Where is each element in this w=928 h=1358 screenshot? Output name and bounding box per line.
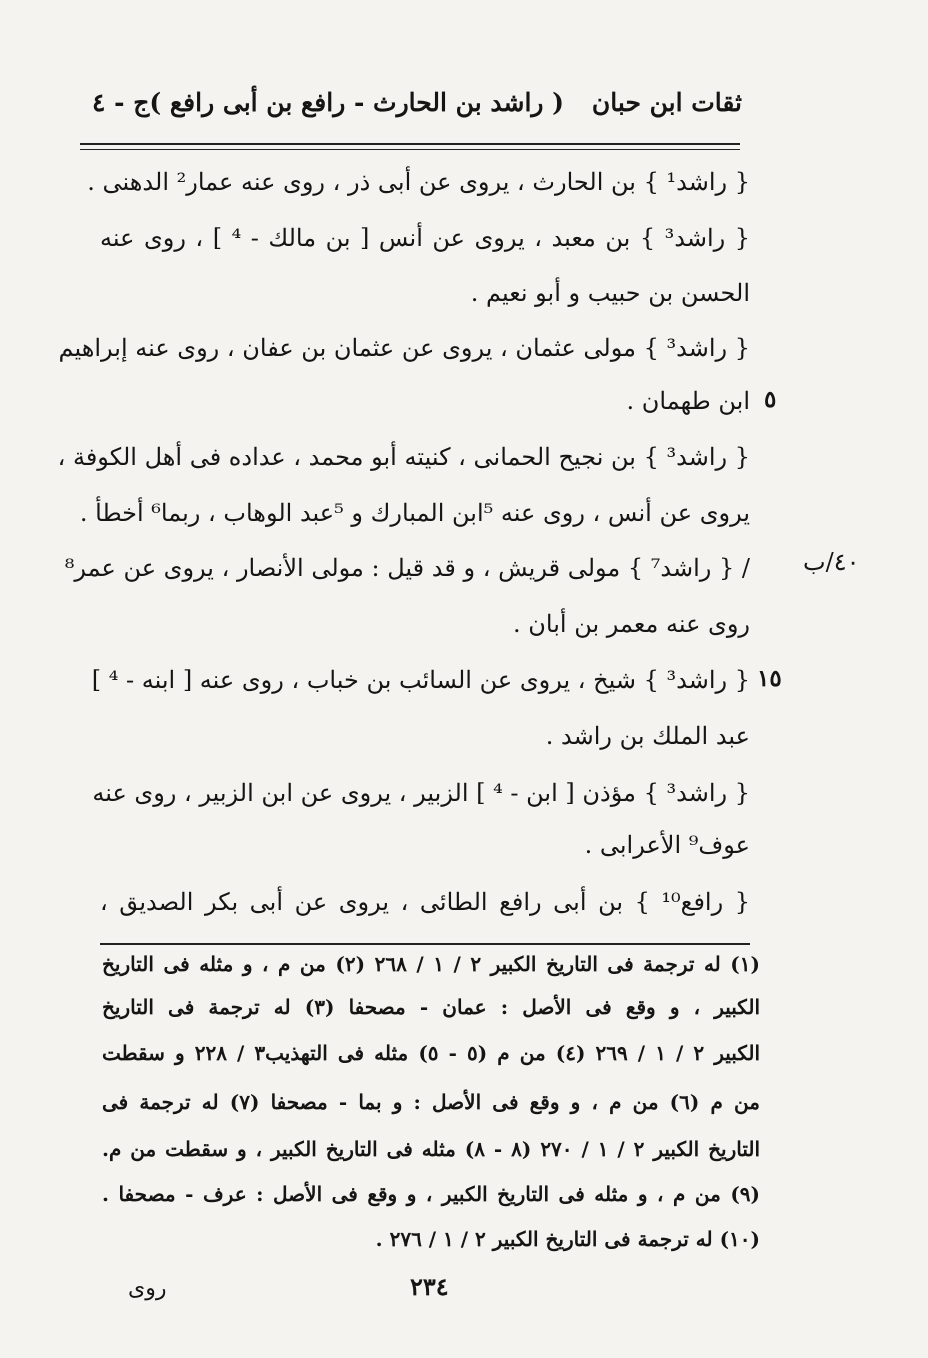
line-marker-15: ١٥ bbox=[757, 665, 782, 692]
footnote-line: (١) له ترجمة فى التاريخ الكبير ٢ / ١ / ٢٦٨ (٢) من م ، و مثله فى التاريخ bbox=[102, 952, 760, 976]
text-line: ابن طهمان . bbox=[626, 387, 750, 415]
text-line: { راشد³ } بن معبد ، يروى عن أنس [ بن مالك - ⁴ ] ، روى عنه bbox=[100, 224, 750, 252]
entries-range: ( راشد بن الحارث - رافع بن أبى رافع ) bbox=[149, 88, 564, 117]
margin-folio-note: ٤٠/ب bbox=[803, 548, 860, 576]
text-line: { راشد³ } شيخ ، يروى عن السائب بن خباب ، روى عنه [ ابنه - ⁴ ] bbox=[91, 666, 750, 694]
line-marker-5: ٥ bbox=[764, 386, 777, 413]
header-rule bbox=[80, 143, 740, 145]
text-line: يروى عن أنس ، روى عنه ⁵ابن المبارك و ⁵عبد الوهاب ، ربما⁶ أخطأ . bbox=[79, 499, 750, 527]
footnote-line: الكبير ٢ / ١ / ٢٦٩ (٤) من م (٥ - ٥) مثله فى التهذيب٣ / ٢٢٨ و سقطت bbox=[102, 1041, 761, 1065]
text-line: عوف⁹ الأعرابى . bbox=[584, 831, 750, 859]
text-line: { راشد³ } مولى عثمان ، يروى عن عثمان بن عفان ، روى عنه إبراهيم bbox=[58, 334, 750, 362]
catchword: روى bbox=[128, 1276, 167, 1301]
footnote-line: من م (٦) من م ، و وقع فى الأصل : و بما - مصحفا (٧) له ترجمة فى bbox=[102, 1090, 760, 1114]
header-rule-thin bbox=[80, 149, 740, 150]
book-title: ثقات ابن حبان bbox=[591, 88, 742, 117]
text-line: عبد الملك بن راشد . bbox=[545, 722, 750, 750]
page-number: ٢٣٤ bbox=[410, 1272, 449, 1301]
text-line: { رافع¹⁰ } بن أبى رافع الطائى ، يروى عن أبى بكر الصديق ، bbox=[100, 888, 751, 916]
text-line: روى عنه معمر بن أبان . bbox=[513, 610, 750, 638]
text-line: { راشد³ } بن نجيح الحمانى ، كنيته أبو محمد ، عداده فى أهل الكوفة ، bbox=[57, 443, 750, 471]
footnote-line: الكبير ، و وقع فى الأصل : عمان - مصحفا (٣) له ترجمة فى التاريخ bbox=[102, 995, 760, 1019]
text-line: { راشد³ } مؤذن [ ابن - ⁴ ] الزبير ، يروى عن ابن الزبير ، روى عنه bbox=[92, 779, 750, 807]
text-line: / { راشد⁷ } مولى قريش ، و قد قيل : مولى الأنصار ، يروى عن عمر⁸ bbox=[64, 554, 750, 582]
footnote-line: (١٠) له ترجمة فى التاريخ الكبير ٢ / ١ / ٢٧٦ . bbox=[375, 1227, 760, 1251]
footnote-line: التاريخ الكبير ٢ / ١ / ٢٧٠ (٨ - ٨) مثله فى التاريخ الكبير ، و سقطت من م. bbox=[102, 1137, 761, 1161]
footnote-line: (٩) من م ، و مثله فى التاريخ الكبير ، و وقع فى الأصل : عرف - مصحفا . bbox=[102, 1182, 760, 1206]
running-header bbox=[92, 88, 742, 128]
text-line: { راشد¹ } بن الحارث ، يروى عن أبى ذر ، روى عنه عمار² الدهنى . bbox=[87, 168, 750, 196]
volume-label: ج - ٤ bbox=[92, 88, 150, 117]
text-line: الحسن بن حبيب و أبو نعيم . bbox=[470, 279, 750, 307]
